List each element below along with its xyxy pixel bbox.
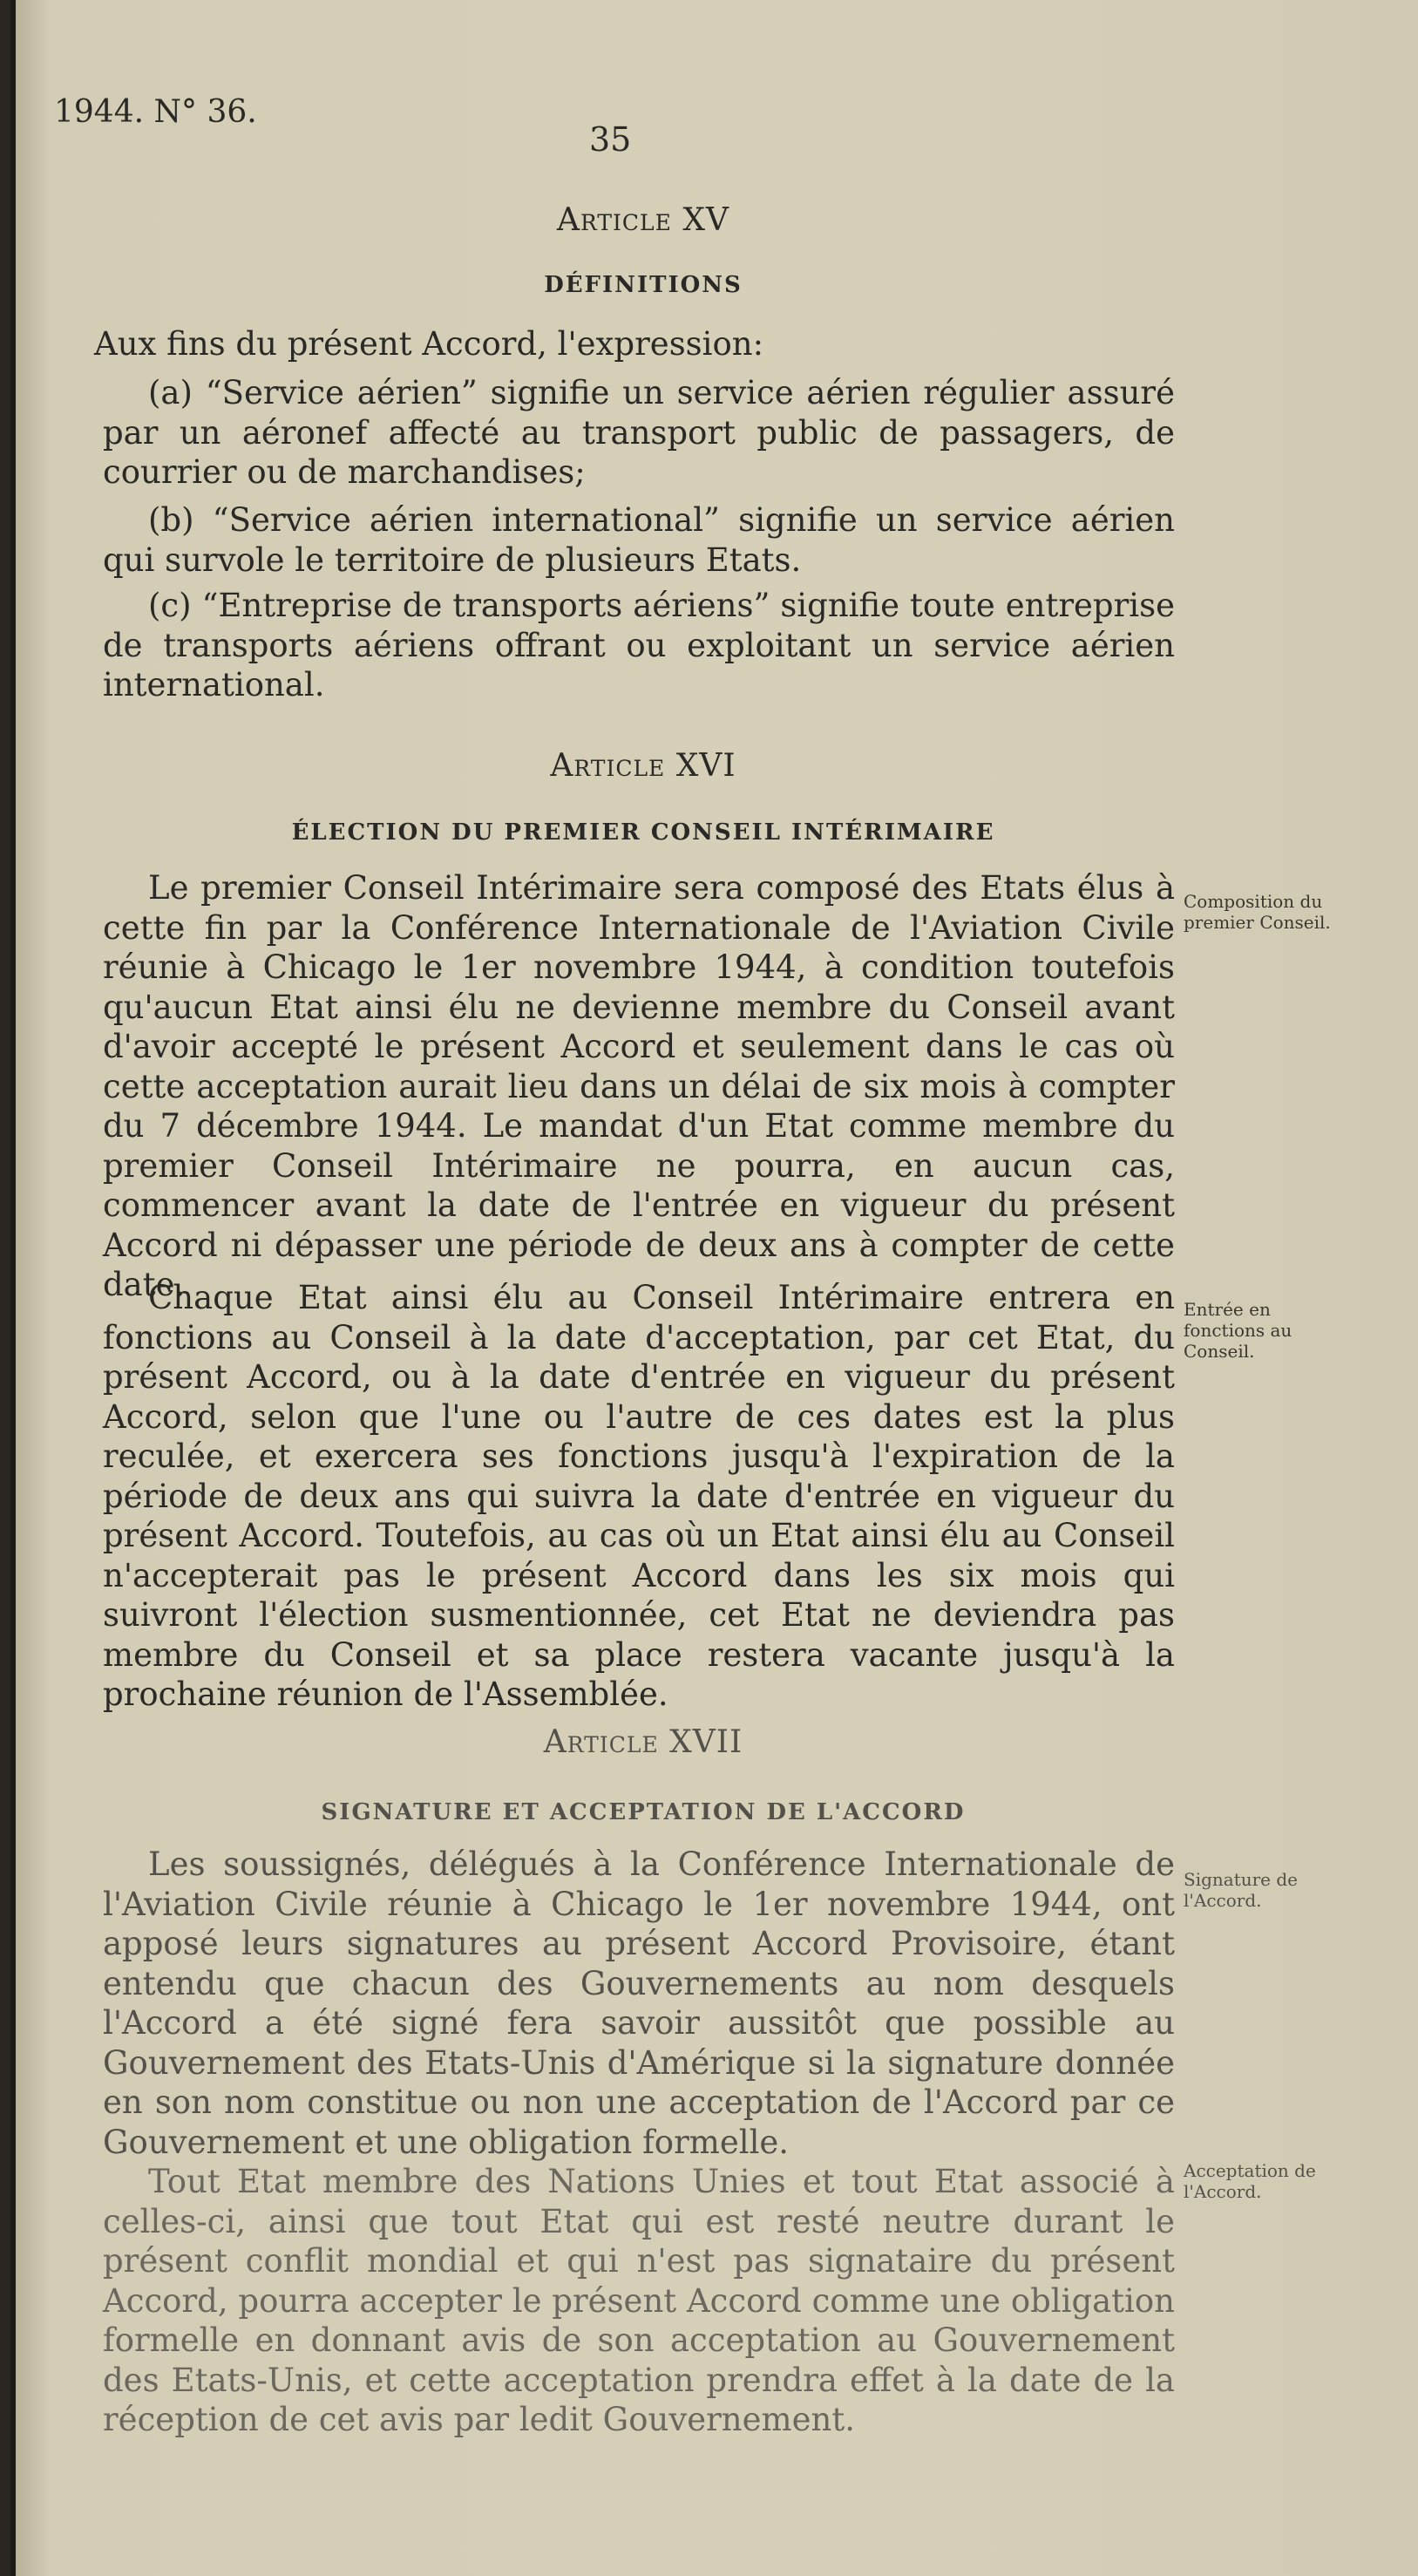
margin-note-acceptance: Acceptation de l'Accord. [1184, 2160, 1316, 2202]
margin-note-signature: Signature de l'Accord. [1184, 1869, 1299, 1911]
document-page [16, 0, 1418, 2576]
article-17-paragraph-2: Tout Etat membre des Nations Unies et tout Etat associé à celles-ci, ainsi que tout Etat qui est resté neutre durant le présent conflit mondial et qui n'est pas signataire du présent Accord, pourra accepter le présent Accord comme une obligation formelle en donnant avis de son acceptation au Gouvernement des Etats-Unis, et cette acceptation prendra effet à la date de la réception de cet avis par ledit Gouvernement. [103, 2163, 1175, 2438]
article-16-paragraph-1: Le premier Conseil Intérimaire sera composé des Etats élus à cette fin par la Conférence Internationale de l'Aviation Civile réunie à Chicago le 1er novembre 1944, à condition toutefois qu'aucun Etat ainsi élu ne devienne membre du Conseil avant d'avoir accepté le présent Accord et seulement dans le cas où cette acceptation aurait lieu dans un délai de six mois à compter du 7 décembre 1944. Le mandat d'un Etat comme membre du premier Conseil Intérimaire ne pourra, en aucun cas, commencer avant la date de l'entrée en vigueur du présent Accord ni dépasser une période de deux ans à compter de cette date. [103, 869, 1175, 1303]
margin-note-composition: Composition du premier Conseil. [1184, 891, 1331, 933]
article-16-subheading: ÉLECTION DU PREMIER CONSEIL INTÉRIMAIRE [291, 819, 995, 846]
article-17-subheading: SIGNATURE ET ACCEPTATION DE L'ACCORD [321, 1799, 966, 1825]
article-15-intro: Aux fins du présent Accord, l'expression: [94, 325, 764, 363]
article-16-heading: Article XVI [550, 748, 736, 784]
article-16-paragraph-2: Chaque Etat ainsi élu au Conseil Intérimaire entrera en fonctions au Conseil à la date d'acceptation, par cet Etat, du présent Accord, ou à la date d'entrée en vigueur du présent Accord, selon que l'une ou l'autre de ces dates est la plus reculée, et exercera ses fonctions jusqu'à l'expiration de la période de deux ans qui suivra la date d'entrée en vigueur du présent Accord. Toutefois, au cas où un Etat ainsi élu au Conseil n'accepterait pas le présent Accord dans les six mois qui suivront l'élection susmentionnée, cet Etat ne deviendra pas membre du Conseil et sa place restera vacante jusqu'à la prochaine réunion de l'Assemblée. [103, 1279, 1175, 1713]
document-reference: 1944. N° 36. [54, 94, 257, 130]
article-15-subheading: DÉFINITIONS [544, 272, 743, 298]
article-15-item-b: (b) “Service aérien international” signifie un service aérien qui survole le territoire de plusieurs Etats. [103, 501, 1175, 579]
article-15-item-a: (a) “Service aérien” signifie un service aérien régulier assuré par un aéronef affecté au transport public de passagers, de courrier ou de marchandises; [103, 374, 1175, 491]
margin-note-entry-into-office: Entrée en fonctions au Conseil. [1184, 1299, 1292, 1362]
article-17-heading: Article XVII [543, 1724, 743, 1760]
scan-edge [0, 0, 10, 2576]
article-15-item-c: (c) “Entreprise de transports aériens” signifie toute entreprise de transports aériens offrant ou exploitant un service aérien international. [103, 587, 1175, 703]
page-number: 35 [589, 120, 632, 159]
article-17-paragraph-1: Les soussignés, délégués à la Conférence Internationale de l'Aviation Civile réunie à Chicago le 1er novembre 1944, ont apposé leurs signatures au présent Accord Provisoire, étant entendu que chacun des Gouvernements au nom desquels l'Accord a été signé fera savoir aussitôt que possible au Gouvernement des Etats-Unis d'Amérique si la signature donnée en son nom constitue ou non une acceptation de l'Accord par ce Gouvernement et une obligation formelle. [103, 1845, 1175, 2161]
article-15-heading: Article XV [557, 202, 729, 238]
